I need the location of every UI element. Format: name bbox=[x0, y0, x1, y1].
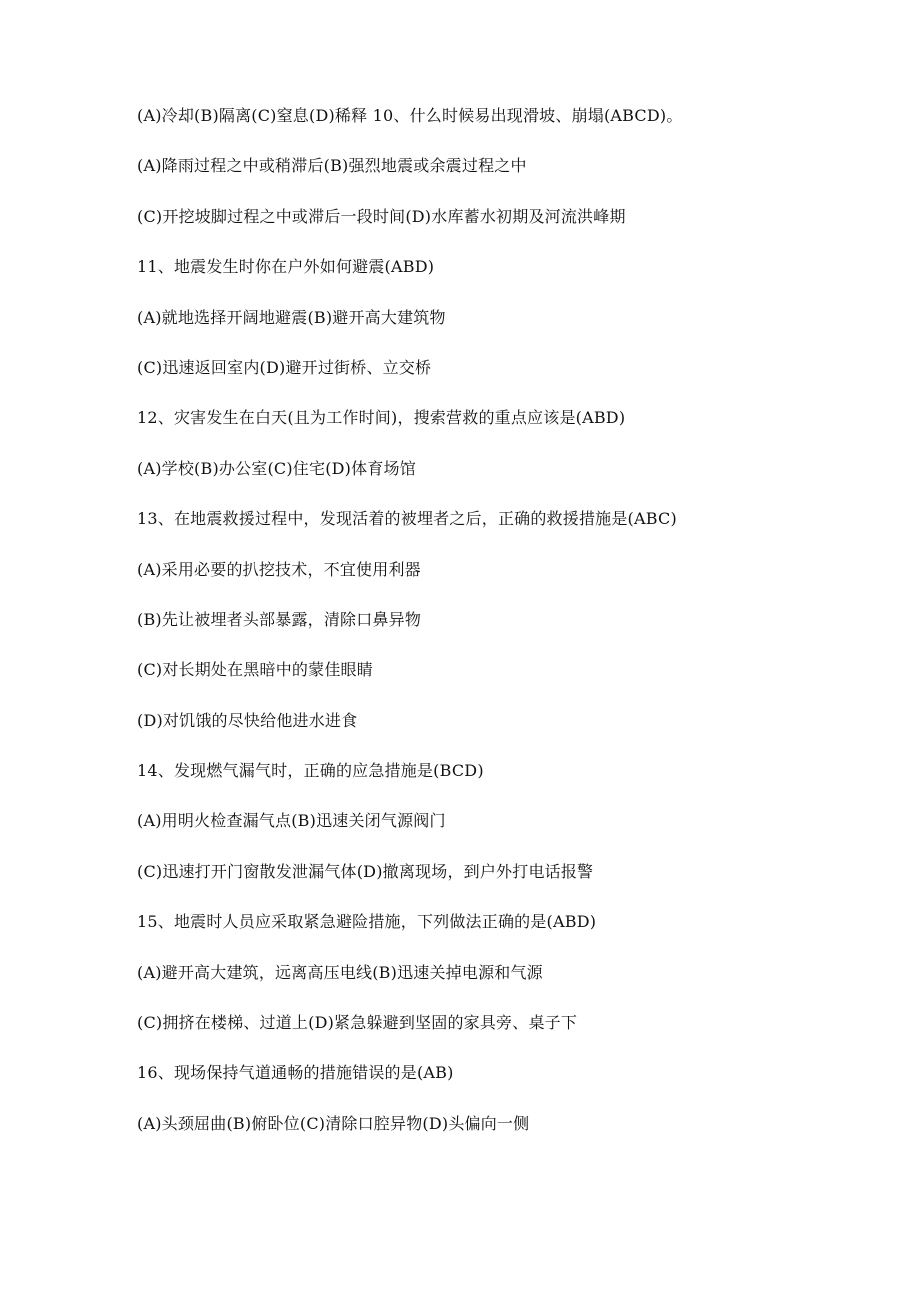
question-line: 11、地震发生时你在户外如何避震(ABD) bbox=[137, 257, 435, 277]
text-line: (A)避开高大建筑，远离高压电线(B)迅速关掉电源和气源 bbox=[137, 962, 543, 982]
text-line: (D)对饥饿的尽快给他进水进食 bbox=[137, 710, 358, 730]
question-line: 13、在地震救援过程中，发现活着的被埋者之后，正确的救援措施是(ABC) bbox=[137, 509, 677, 529]
text-line: (C)开挖坡脚过程之中或滞后一段时间(D)水库蓄水初期及河流洪峰期 bbox=[137, 206, 626, 226]
text-line: (C)迅速打开门窗散发泄漏气体(D)撤离现场，到户外打电话报警 bbox=[137, 861, 594, 881]
text-line: (C)拥挤在楼梯、过道上(D)紧急躲避到坚固的家具旁、桌子下 bbox=[137, 1013, 578, 1033]
text-line: (C)对长期处在黑暗中的蒙佳眼睛 bbox=[137, 660, 373, 680]
text-line: (A)就地选择开阔地避震(B)避开高大建筑物 bbox=[137, 307, 446, 327]
text-line: (A)头颈屈曲(B)俯卧位(C)清除口腔异物(D)头偏向一侧 bbox=[137, 1113, 530, 1133]
text-line: (A)降雨过程之中或稍滞后(B)强烈地震或余震过程之中 bbox=[137, 156, 527, 176]
text-line: (A)冷却(B)隔离(C)窒息(D)稀释 10、什么时候易出现滑坡、崩塌(ABCD)。 bbox=[137, 106, 683, 125]
question-line: 16、现场保持气道通畅的措施错误的是(AB) bbox=[137, 1063, 454, 1083]
question-line: 14、发现燃气漏气时，正确的应急措施是(BCD) bbox=[137, 761, 484, 781]
document-body bbox=[137, 102, 897, 1160]
text-line: (A)学校(B)办公室(C)住宅(D)体育场馆 bbox=[137, 458, 416, 478]
text-line: (B)先让被埋者头部暴露，清除口鼻异物 bbox=[137, 609, 422, 629]
text-line: (C)迅速返回室内(D)避开过街桥、立交桥 bbox=[137, 357, 432, 377]
question-line: 15、地震时人员应采取紧急避险措施，下列做法正确的是(ABD) bbox=[137, 912, 597, 932]
question-line: 12、灾害发生在白天(且为工作时间)，搜索营救的重点应该是(ABD) bbox=[137, 408, 626, 428]
text-line: (A)用明火检查漏气点(B)迅速关闭气源阀门 bbox=[137, 811, 446, 831]
text-line: (A)采用必要的扒挖技术，不宜使用利器 bbox=[137, 559, 421, 579]
